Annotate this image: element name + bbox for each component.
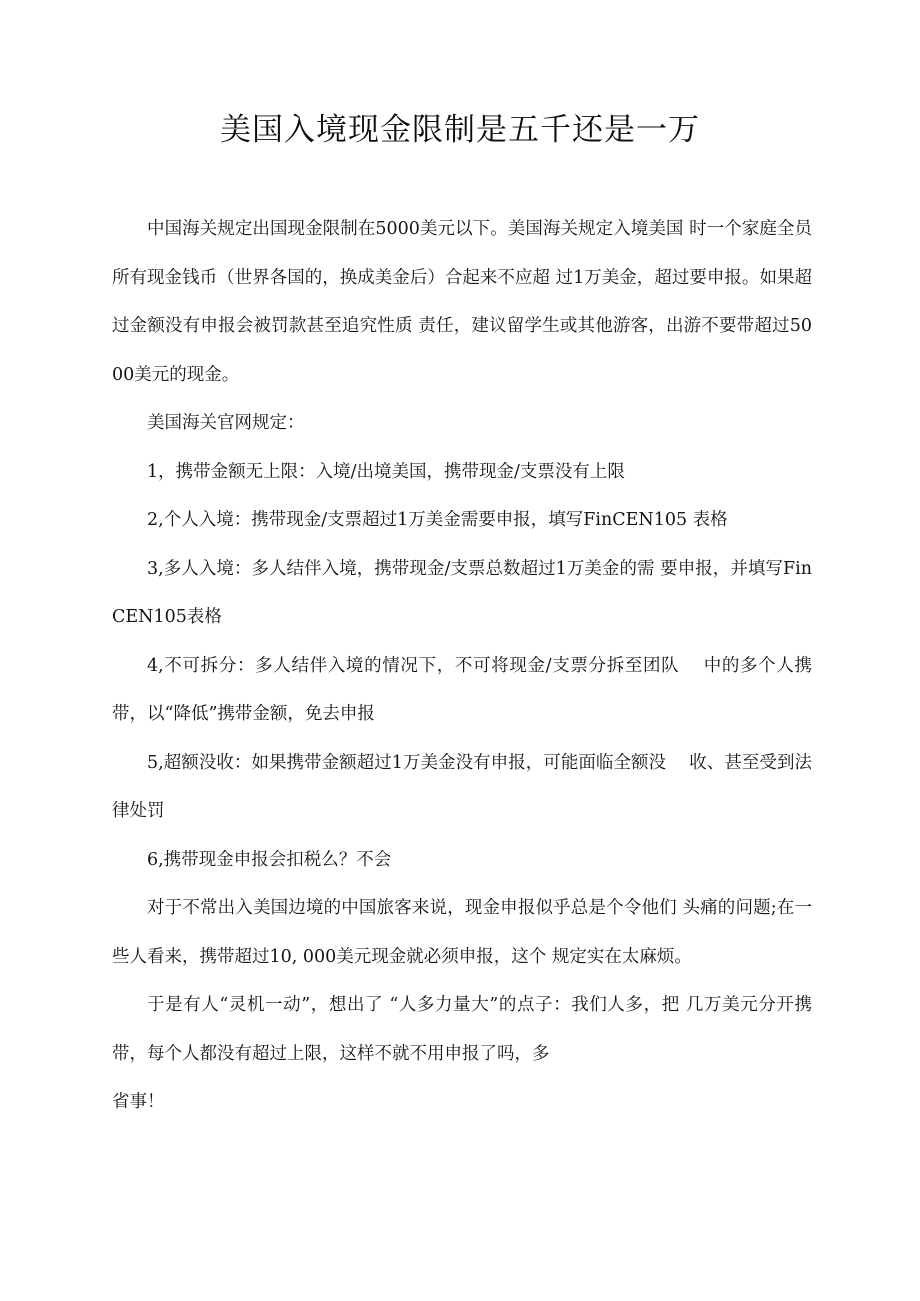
paragraph-travelers: 对于不常出入美国边境的中国旅客来说，现金申报似乎总是个令他们 头痛的问题;在一些人看来，携带超过10, 000美元现金就必须申报，这个 规定实在太麻烦。 <box>112 898 812 967</box>
paragraph-rule-4: 4,不可拆分：多人结伴入境的情况下，不可将现金/支票分拆至团队 中的多个人携带，以“降低”携带金额，免去申报 <box>112 655 812 724</box>
paragraph-intro: 中国海关规定出国现金限制在5000美元以下。美国海关规定入境美国 时一个家庭全员所有现金钱币（世界各国的，换成美金后）合起来不应超 过1万美金，超过要申报。如果超过金额没有申报会被罚款甚至追究性质 责任，建议留学生或其他游客，出游不要带超过5000美元的现金。 <box>112 219 812 385</box>
paragraph-rule-5: 5,超额没收：如果携带金额超过1万美金没有申报，可能面临全额没 收、甚至受到法律处罚 <box>112 752 812 821</box>
paragraph-rule-1: 1，携带金额无上限：入境/出境美国，携带现金/支票没有上限 <box>147 461 625 482</box>
paragraph-idea: 于是有人“灵机一动”，想出了 “人多力量大”的点子：我们人多，把 几万美元分开携带，每个人都没有超过上限，这样不就不用申报了吗，多 <box>112 995 812 1064</box>
document-body <box>112 205 812 1127</box>
paragraph-rule-6: 6,携带现金申报会扣税么？不会 <box>147 849 392 870</box>
paragraph-rule-2: 2,个人入境：携带现金/支票超过1万美金需要申报，填写FinCEN105 表格 <box>147 510 728 530</box>
paragraph-customs-heading: 美国海关官网规定： <box>147 413 305 433</box>
paragraph-closing: 省事！ <box>112 1092 165 1112</box>
paragraph-rule-3: 3,多人入境：多人结伴入境，携带现金/支票总数超过1万美金的需 要申报，并填写FinCEN105表格 <box>112 558 812 627</box>
document-title: 美国入境现金限制是五千还是一万 <box>220 112 700 148</box>
